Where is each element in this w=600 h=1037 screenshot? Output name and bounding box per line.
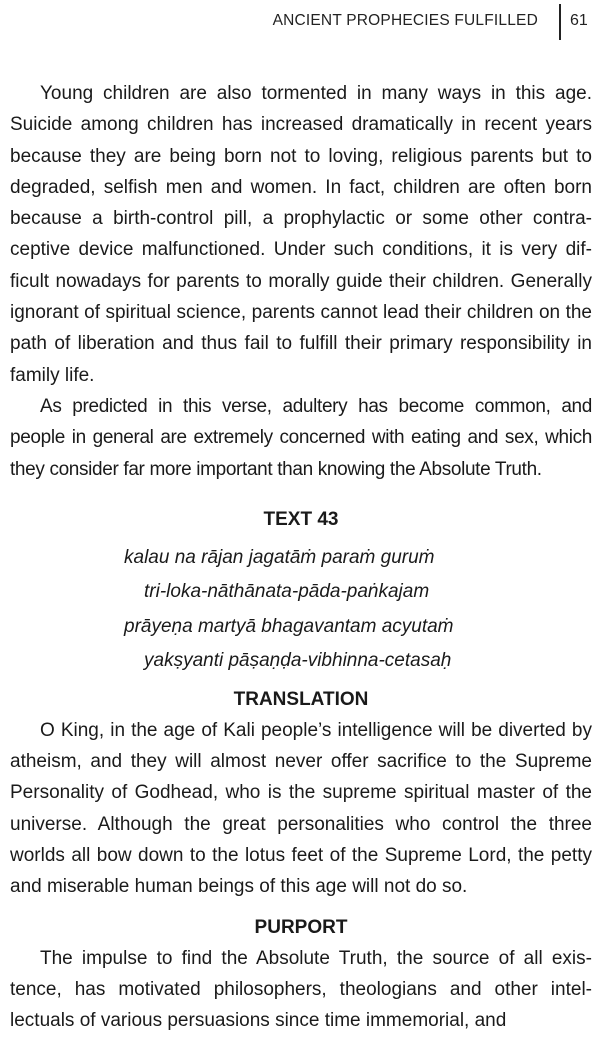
verse-line: prāyeṇa martyā bhagavantam acyutaṁ bbox=[124, 615, 454, 637]
verse-line: kalau na rājan jagatāṁ paraṁ guruṁ bbox=[124, 546, 435, 568]
translation-heading: TRANSLATION bbox=[233, 688, 369, 710]
text-heading: TEXT 43 bbox=[263, 508, 339, 530]
header-divider bbox=[559, 4, 561, 40]
verse-line: tri-loka-nāthānata-pāda-paṅkajam bbox=[144, 581, 430, 603]
page-number: 61 bbox=[570, 12, 588, 29]
running-head: ANCIENT PROPHECIES FULFILLED bbox=[272, 12, 538, 29]
purport-heading: PURPORT bbox=[254, 916, 348, 938]
verse-block bbox=[10, 541, 592, 679]
purport-text: The impulse to find the Absolute Truth, the source of all existence, has motivated philosophers, theologians and other intellectuals of various persuasions since time immemorial, and bbox=[10, 947, 592, 1032]
translation-text: O King, in the age of Kali people’s intelligence will be diverted by atheism, and they will almost never offer sacrifice to the Supreme Personality of Godhead, who is the supreme spiritual master of the universe. Although the great personalities who control the three worlds all bow down to the lotus feet of the Supreme Lord, the petty and miserable human beings of this age will not do so. bbox=[10, 719, 592, 898]
page-body bbox=[10, 78, 592, 1037]
paragraph-children: Young children are also tormented in many ways in this age. Suicide among children has increased dramatically in recent years because they are being born not to loving, religious parents but to degraded, selfish men and women. In fact, children are often born because a birth-control pill, a prophylactic or some other contraceptive device malfunctioned. Under such conditions, it is very difficult nowadays for parents to morally guide their children. Generally ignorant of spiritual science, parents cannot lead their children on the path of liberation and thus fail to fulfill their primary responsibility in family life. bbox=[10, 83, 592, 386]
paragraph-adultery: As predicted in this verse, adultery has become common, and people in general are extremely concerned with eating and sex, which they consider far more important than knowing the Absolute Truth. bbox=[10, 395, 592, 480]
page-header bbox=[0, 4, 600, 44]
verse-line: yakṣyanti pāṣaṇḍa-vibhinna-cetasaḥ bbox=[144, 650, 452, 672]
